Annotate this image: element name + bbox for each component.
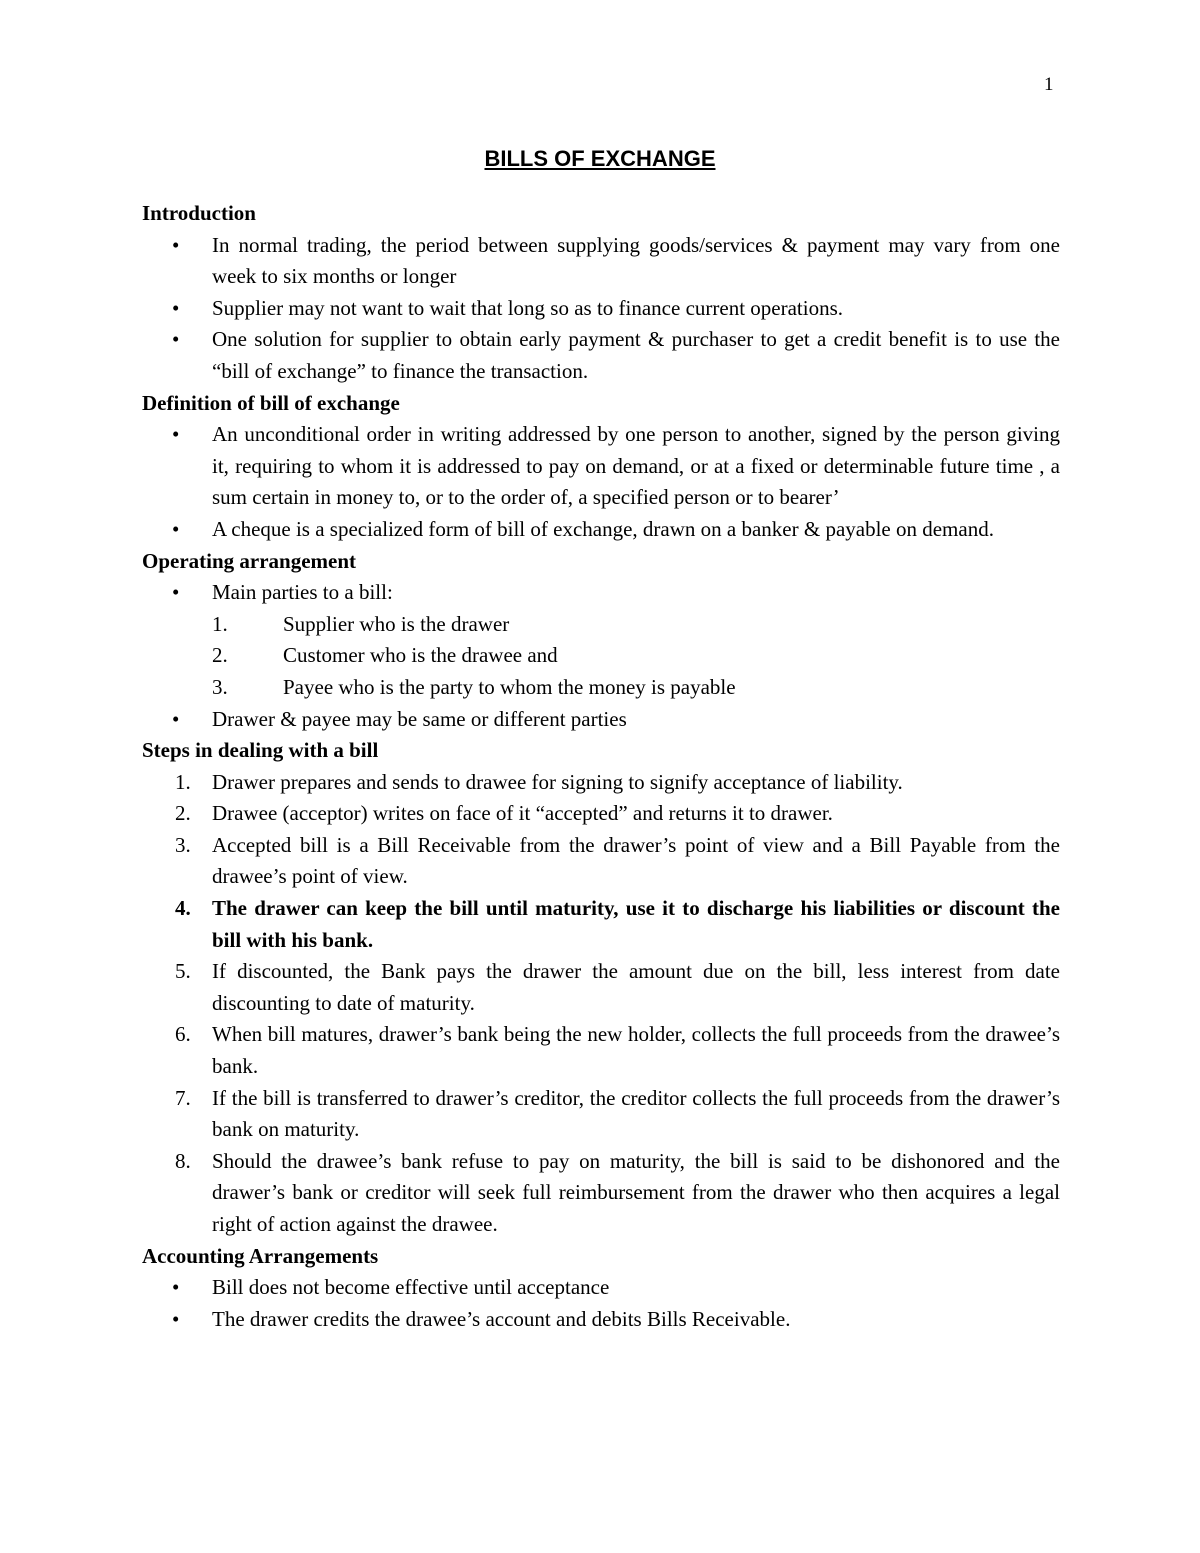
list-item-text: Payee who is the party to whom the money is payable <box>283 674 736 699</box>
list-item <box>142 324 1060 387</box>
list-item-text: Drawer & payee may be same or different parties <box>212 706 627 731</box>
list-item <box>142 1272 1060 1304</box>
number-marker: 1. <box>175 769 191 794</box>
list-item-text: In normal trading, the period between supplying goods/services & payment may vary from one week to six months or longer <box>212 232 1060 289</box>
number-marker: 7. <box>175 1085 191 1110</box>
list-item-text: Main parties to a bill: <box>212 580 393 605</box>
section-heading-steps: Steps in dealing with a bill <box>142 738 379 763</box>
list-item <box>142 293 1060 325</box>
number-marker: 6. <box>175 1022 191 1047</box>
list-item-text: When bill matures, drawer’s bank being the new holder, collects the full proceeds from the drawee’s bank. <box>212 1022 1060 1079</box>
list-item <box>142 514 1060 546</box>
section-heading-accounting-arrangements: Accounting Arrangements <box>142 1243 379 1268</box>
bullet-marker: • <box>172 706 180 731</box>
list-item <box>142 577 1060 609</box>
bullet-marker: • <box>172 232 180 257</box>
bullet-marker: • <box>172 580 180 605</box>
list-item-text: Customer who is the drawee and <box>283 643 558 668</box>
list-item <box>142 1019 1060 1082</box>
list-item-text: The drawer credits the drawee’s account and debits Bills Receivable. <box>212 1306 791 1331</box>
number-marker: 3. <box>212 674 228 699</box>
list-item-text: Should the drawee’s bank refuse to pay on maturity, the bill is said to be dishonored and the drawer’s bank or creditor will seek full reimbursement from the drawer who then acquires a legal right of action against the drawee. <box>212 1148 1060 1236</box>
number-marker: 4. <box>175 896 191 921</box>
number-marker: 5. <box>175 959 191 984</box>
list-item-text: Drawee (acceptor) writes on face of it “accepted” and returns it to drawer. <box>212 801 833 826</box>
list-item-text: Supplier may not want to wait that long so as to finance current operations. <box>212 295 844 320</box>
list-item-text: An unconditional order in writing addressed by one person to another, signed by the person giving it, requiring to whom it is addressed to pay on demand, or at a fixed or determinable future time , a sum certain in money to, or to the order of, a specified person or to bearer’ <box>212 422 1060 510</box>
list-item-text: Drawer prepares and sends to drawee for signing to signify acceptance of liability. <box>212 769 903 794</box>
list-item-text: Supplier who is the drawer <box>283 611 510 636</box>
number-marker: 2. <box>175 801 191 826</box>
document-body <box>142 198 1060 1335</box>
list-item <box>142 1146 1060 1241</box>
list-item <box>142 798 1060 830</box>
list-item <box>142 230 1060 293</box>
section-heading-definition: Definition of bill of exchange <box>142 390 400 415</box>
list-item <box>142 1304 1060 1336</box>
list-item <box>142 419 1060 514</box>
list-item-text: The drawer can keep the bill until maturity, use it to discharge his liabilities or discount the bill with his bank. <box>212 896 1060 952</box>
document-title: BILLS OF EXCHANGE <box>484 146 716 171</box>
bullet-marker: • <box>172 1306 180 1331</box>
list-item <box>142 830 1060 893</box>
list-item-text: Accepted bill is a Bill Receivable from the drawer’s point of view and a Bill Payable from the drawee’s point of view. <box>212 832 1060 889</box>
sub-list-item <box>142 672 1060 704</box>
number-marker: 3. <box>175 832 191 857</box>
list-item <box>142 767 1060 799</box>
number-marker: 2. <box>212 643 228 668</box>
list-item-text: A cheque is a specialized form of bill of exchange, drawn on a banker & payable on demand. <box>212 516 994 541</box>
list-item-text: One solution for supplier to obtain early payment & purchaser to get a credit benefit is to use the “bill of exchange” to finance the transaction. <box>212 327 1060 383</box>
list-item <box>142 893 1060 956</box>
sub-list-item <box>142 640 1060 672</box>
number-marker: 1. <box>212 611 228 636</box>
number-marker: 8. <box>175 1148 191 1173</box>
section-heading-introduction: Introduction <box>142 201 256 225</box>
bullet-marker: • <box>172 327 180 352</box>
page-number: 1 <box>1044 74 1054 95</box>
bullet-marker: • <box>172 516 180 541</box>
section-heading-operating-arrangement: Operating arrangement <box>142 548 357 573</box>
list-item <box>142 704 1060 736</box>
list-item-text: Bill does not become effective until acceptance <box>212 1275 610 1300</box>
bullet-marker: • <box>172 422 180 447</box>
sub-list-item <box>142 609 1060 641</box>
list-item-text: If discounted, the Bank pays the drawer the amount due on the bill, less interest from date discounting to date of maturity. <box>212 959 1060 1015</box>
list-item-text: If the bill is transferred to drawer’s creditor, the creditor collects the full proceeds from the drawer’s bank on maturity. <box>212 1085 1060 1142</box>
bullet-marker: • <box>172 295 180 320</box>
bullet-marker: • <box>172 1275 180 1300</box>
list-item <box>142 1083 1060 1146</box>
list-item <box>142 956 1060 1019</box>
